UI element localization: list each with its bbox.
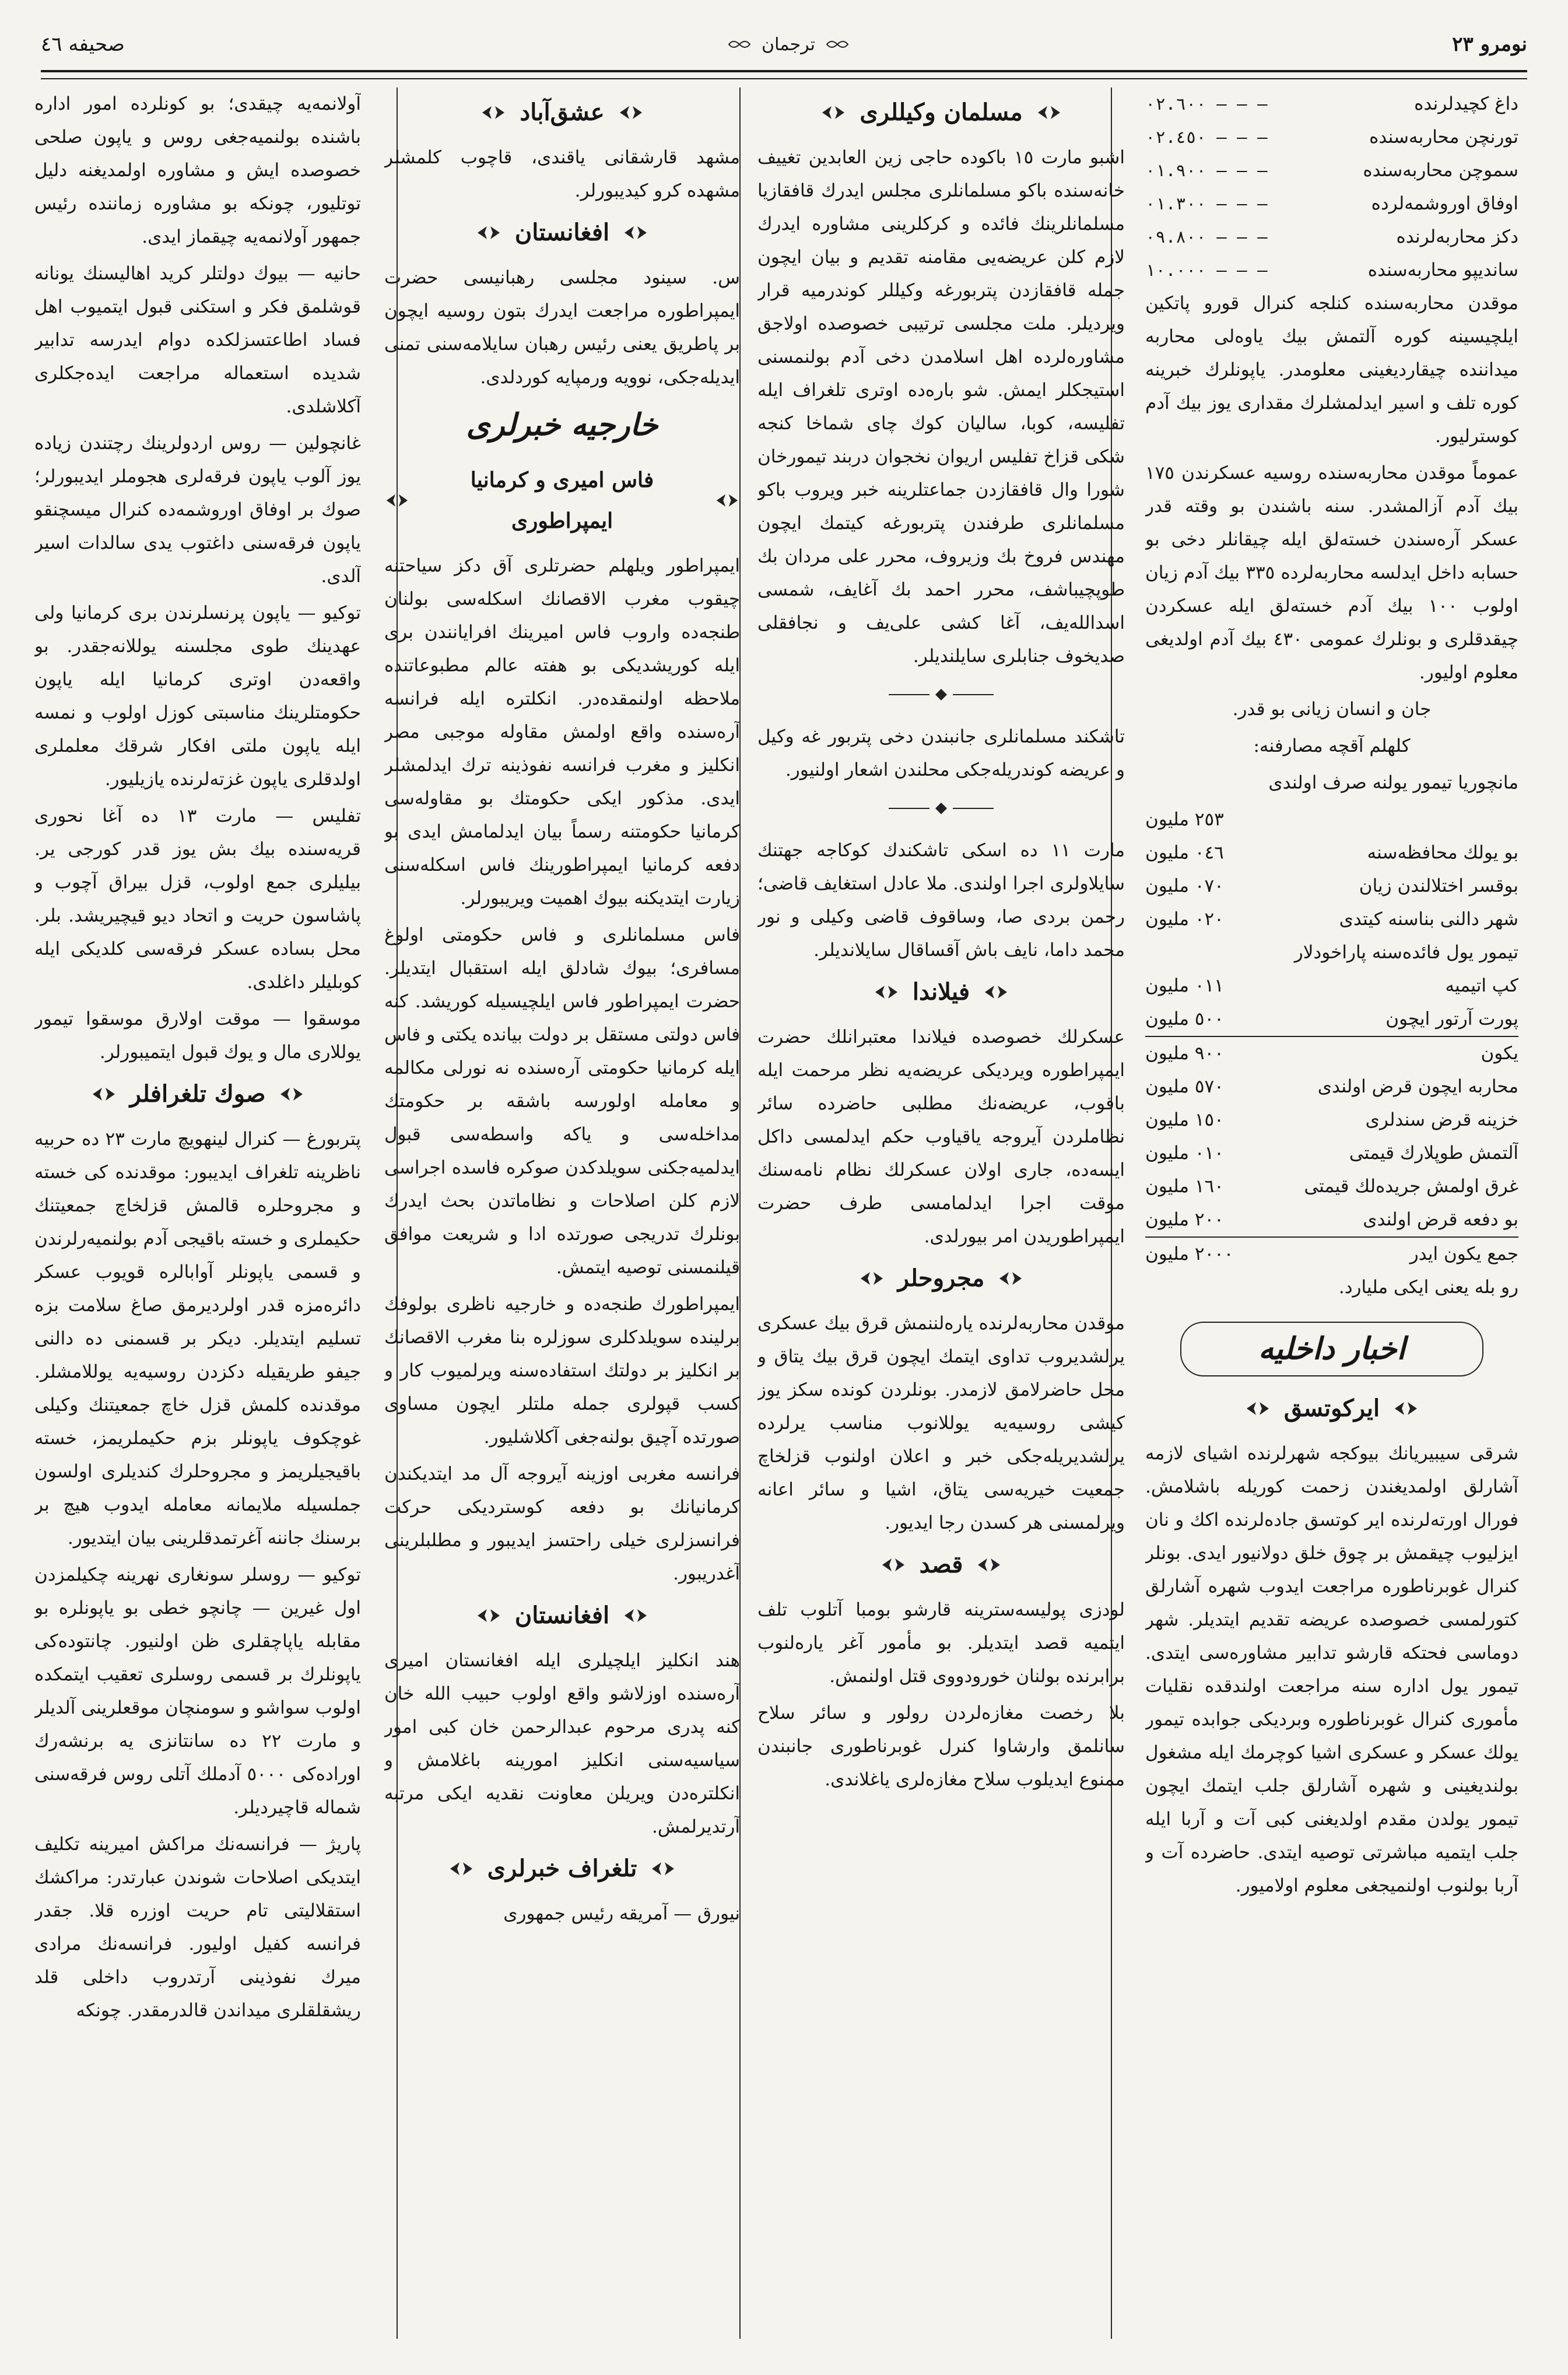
afghanistan-heading: افغانستان: [514, 1602, 610, 1629]
table-row: بوقسر اختلالندن زیان ٠٧٠ ملیون: [1145, 875, 1518, 896]
article-paragraph: پاریژ — فرانسه‌نك مراكش امیرینه تكلیف ایتدیكی اصلاحات شوندن عبارتدر: مراكشك استقلالیتی تام حریت اوزره قلا. جقدر فرانسه كفیل اولیور. فرانسه‌نك مرادی میرك نفوذینی آرتدروب داخلی قلد ریشقلقلری میداندن قالدرمقدر. چونكه: [34, 1834, 361, 2021]
page-number: صحیفه ٤٦: [41, 33, 125, 56]
fleuron-icon: [997, 1270, 1024, 1287]
table-row: اوفاق اوروشمه‌لرده ٠١.٣٠٠ — — —: [1145, 193, 1518, 214]
table-row: غرق اولمش جریده‌لك قیمتی ١٦٠ ملیون: [1145, 1176, 1518, 1197]
article-heading: مجروحلر: [757, 1258, 1125, 1299]
article-heading: صوك تلغرافلر: [34, 1074, 361, 1115]
table-row: شهر دالنی بناسنه كیتدی ٠٢٠ ملیون: [1145, 909, 1518, 930]
fleuron-icon: [278, 1085, 305, 1103]
section-heading: اخبار داخلیه: [1180, 1322, 1483, 1376]
table-row: داغ كچیدلرنده ٠٢.٦٠٠ — — —: [1145, 93, 1518, 114]
fleuron-icon: [475, 224, 502, 241]
article-paragraph: موقدن محاربه‌لرنده یاره‌لننمش قرق بیك عسكری یرلشدیروب تداوی ایتمك ایچون قرق بیك یتاق و محل حاضرلامق لازمدر. بونلردن كونده سكز یوز كیشی روسیه‌یه یوللانوب مناسب یرلرده یرلشدیریله‌جكی خبر و اعلان اولنوب قزلخاچ جمعیت خیریه‌سی یتاق، اشیا و سائر اعانه ویرلمسنی هر كسدن رجا ایدیور.: [757, 1313, 1125, 1533]
fleuron-icon: [622, 1607, 649, 1624]
fleuron-icon: [384, 492, 410, 509]
article-paragraph: س. سینود مجلسی رهبانیسی حضرت ایمپراطوره مراجعت ایدرك بتون روسیه ایچون بر پاطریق یعنی رئیس رهبان سایلامه‌سنی تمنی ایدیله‌جكی، نوویه ورمپایه كوردلدی.: [384, 267, 740, 388]
fleuron-icon: [714, 492, 740, 509]
table-row: تیمور یول فائده‌سنه پاراخودلار: [1294, 942, 1518, 963]
table-row: ساندیپو محاربه‌سنده ١٠.٠٠٠ — — —: [1145, 260, 1518, 281]
fleuron-icon: [622, 224, 649, 241]
article-heading: تلغراف خبرلری: [384, 1848, 740, 1889]
fleuron-icon: [650, 1860, 676, 1877]
article-paragraph: حانیه — بیوك دولتلر كرید اهالیسنك یونانه قوشلمق فكر و استكنی قبول ایتمیوب اهل فساد اطاعتسزلكده دوام ایدرسه تدابیر شدیده استعماله مراجعت ایده‌جكلری آكلاشلدی.: [34, 263, 361, 417]
separator-icon: [883, 687, 999, 702]
ornament-icon: [826, 37, 849, 51]
article-heading: مسلمان وكیللری: [757, 92, 1125, 133]
article-paragraph: تاشكند مسلمانلری جانبندن دخی پتربور غه وكیل و عریضه كوندریله‌جكی محلندن اشعار اولنیور.: [757, 726, 1125, 780]
article-heading: [384, 1595, 740, 1636]
table-row: تورنچن محاربه‌سنده ٠٢.٤٥٠ — — —: [1145, 127, 1518, 148]
table-row: جمع یكون ایدر ٢٠٠٠ ملیون: [1145, 1236, 1518, 1271]
article-paragraph: فرانسه مغربی اوزینه آیروجه آل مد ایتدیكندن كرمانیانك بو دفعه كوستردیكی حركت فرانسزلری خیلی راحتسز ایدیبور و مطلبلرینی آغدریبور.: [384, 1463, 740, 1584]
article-paragraph: شرقی سیبیریانك بیوكجه شهرلرنده اشیای لازمه آشارلق اولمدیغندن زحمت كوریله باشلامش. فورال اورته‌لرنده ایر كوتسق جاده‌لرنده اكك و نان ایزلیوب چیقمش بر چوق خلق دولانیور ایدی. بونلر كنرال غوبرناطوره مراجعت ایدوب شهره آشارلق كتورلمسی خصوصده عریضه تقدیم ایتدیلر. شهر دوماسی فحتكه قارشو تدابیر مشاوره‌سی ایتدی. تیمور یول اداره سنه مراجعت اولندقده نقلیات مأموری كنرال غوبرناطوره وبردیكی جوابده تیمور یولك عسكر و عسكری اشیا كوچرمك ایله مشغول بولندیغینی و شهره آشارلق جلب ایتمك ایچون تیمور یولدن مقدم اولدیغنی كبی آت و آربا ایله جلب ایتمیه مباشرتی توصیه ایتدی. حاضرده آت و آربا بولنوب اولنمیجغی معلوم اولامیور.: [1145, 1443, 1518, 1896]
article-paragraph: جان و انسان زیانی بو قدر.: [1232, 699, 1432, 720]
fleuron-icon: [475, 1607, 502, 1624]
separator-icon: [883, 801, 999, 816]
table-row: بو دفعه قرض اولندی ٢٠٠ ملیون: [1145, 1209, 1518, 1230]
fleuron-icon: [820, 104, 847, 121]
column-2: [757, 87, 1125, 2351]
table-row: محاربه ایچون قرض اولندی ٥٧٠ ملیون: [1145, 1076, 1518, 1097]
article-heading: عشق‌آباد: [384, 92, 740, 133]
masthead-title-block: [728, 34, 849, 55]
table-row: دكز محاربه‌لرنده ٠٩.٨٠٠ — — —: [1145, 226, 1518, 247]
column-1: [1145, 87, 1518, 2351]
money-title: مانچوریا تیمور یولنه صرف اولندی: [1268, 772, 1518, 793]
fleuron-icon: [1392, 1400, 1419, 1417]
fleuron-icon: [983, 983, 1009, 1001]
separator: [757, 794, 1125, 827]
ornament-icon: [728, 37, 751, 51]
table-row: آلتمش طوپلارك قیمتی ٠١٠ ملیون: [1145, 1143, 1518, 1164]
article-heading: افغانستان: [384, 212, 740, 253]
article-paragraph: فاس مسلمانلری و فاس حكومتی اولوغ مسافری؛ بیوك شادلق ایله استقبال ایتدیلر. حضرت ایمپراطور فاس ایلچیسیله كوریشد. كنه فاس دولتی مستقل بر دولت بیانده یكتی و فاس ایله كرمانیا حكومتی آره‌سنده نه نورلی مكالمه و معامله اولورسه باشقه بر حكومتك مداخله‌سی و یاكه واسطه‌سی قبول ایدلمیه‌جكنی سویلدكدن صوكره فاسده اجراسی لازم كلن اصلاحات و نظاماتدن بحث ایدرك بونلرك تدریجی صورتده ادا و شریعت موافق قیلنمسنی توصیه ایتمش.: [384, 924, 740, 1278]
article-heading: فیلاندا: [757, 972, 1125, 1013]
article-paragraph: مارت ١١ ده اسكی تاشكندك كوكاجه جهتنك سایلاولری اجرا اولندی. ملا عادل استغایف قاضی؛ رحمن بردی صا، وساقوف قاضی وكیلی و نور محمد داما، نایف باش آقساقال سایلاندیلر.: [757, 840, 1125, 961]
article-paragraph: تفلیس — مارت ١٣ ده آغا نحوری قریه‌سنده بیك بش یوز قدر كورجی یر. بیلیلری جمع اولوب، قزل بیراق آچوب و پاشاسون حریت و اتحاد دیو قیچیریشد. بلر. محل بساده عسكر فرقه‌سی كلدیكی ایله كوبلیلر داغلدی.: [34, 805, 361, 993]
fleuron-icon: [480, 104, 507, 121]
table-row: سموچن محاربه‌سنده ٠١.٩٠٠ — — —: [1145, 160, 1518, 181]
article-paragraph: موسقوا — موقت اولارق موسقوا تیمور یوللاری مال و یوك قبول ایتمیبورلر.: [34, 1008, 361, 1063]
fleuron-icon: [858, 1270, 885, 1287]
fleuron-icon: [90, 1085, 117, 1103]
article-paragraph: لودزی پولیسه‌سترینه قارشو بومبا آتلوب تلف ایتمیه قصد ایتدیلر. بو مأمور آغر یاره‌لنوب برابرنده بولنان خورودووی قتل اولنمش.: [757, 1599, 1125, 1687]
newspaper-title: ترجمان: [762, 34, 816, 55]
expenses-table: [1145, 803, 1518, 1271]
table-row: پورت آرتور ایچون ٥٠٠ ملیون: [1145, 1008, 1518, 1029]
column-4: [34, 87, 361, 2351]
article-paragraph: نیورق — آمریقه رئیس جمهوری: [503, 1903, 740, 1924]
fleuron-icon: [448, 1860, 475, 1877]
fleuron-icon: [618, 104, 644, 121]
article-paragraph: توكیو — روسلر سونغاری نهرینه چكیلمزدن اول غیرین — چانچو خطی بو یاپونلره بو مقابله یاپاچقلری ظن اولنیور. چانتوده‌كی یاپونلرك بر قسمی روسلری تعقیب ایتمكده اولوب سواشو و سومنچان موقعلرینی آلدیلر و مارت ٢٢ ده سانتانزی یه برنشه‌رك اوراده‌كی ٥٠٠٠ آدملك آتلی روس فرقه‌سنی شماله قاچیردیلر.: [34, 1564, 361, 1818]
article-heading: فاس امیری و كرمانیا ایمپراطوری: [384, 460, 740, 541]
section-heading: خارجیه خبرلری: [466, 407, 658, 443]
table-row: بو یولك محافظه‌سنه ٠٤٦ ملیون: [1145, 842, 1518, 863]
issue-number: نومرو ٢٣: [1452, 33, 1527, 56]
article-paragraph: غانچولین — روس اردولرینك رچتندن زیاده یوز آلوب یاپون فرقه‌لری هجوملر ایدیبورلر؛ صوك بر اوفاق اوروشمه‌ده كنرال میسچنقو یاپون فرقه‌سنی داغتوب یدی سالدات اسیر آلدی.: [34, 433, 361, 587]
fleuron-icon: [880, 1556, 907, 1574]
article-paragraph: موقدن محاربه‌سنده كنلجه كنرال قورو پاتكین ایلچیسینه كوره آلتمش بیك یاوه‌لی محاربه میداننده چیقاردیغینی معلومدر. یاپونلرك خبرینه كوره تلف و اسیر ایدلمشلرك مقداری یوز بیك آدم كوسترلیور.: [1145, 293, 1518, 447]
article-heading: قصد: [757, 1544, 1125, 1585]
separator: [757, 680, 1125, 713]
article-heading: ایركوتسق: [1145, 1388, 1518, 1429]
column-3: [384, 87, 740, 2351]
table-row: خزینه قرض سندلری ١٥٠ ملیون: [1145, 1109, 1518, 1130]
article-paragraph: عسكرلك خصوصده فیلاندا معتبرانلك حضرت ایمپراطوره ویردیكی عریضه‌یه نظر مرحمت ایله باقوب، عریضه‌نك مطلبی حاضرده سائر نظاملردن آیروجه یاقیاوب حكم ایدلمسی داكل ایسه‌ده، جاری اولان عسكرلك نظام نامه‌سنك موقت اجرا ایدلمامسی طرف حضرت ایمپراطوریدن امر بیورلدی.: [757, 1027, 1125, 1247]
fleuron-icon: [976, 1556, 1002, 1574]
header-rule: [41, 70, 1527, 79]
article-paragraph: توكیو — یاپون پرنسلرندن بری كرمانیا ولی عهدینك طوی مجلسنه یوللانه‌جقدر. بو واقعه‌دن اوتری كرمانیا ایله یاپون حكومتلرینك مناسبتی كوزل اولوب و نمسه ایله یاپون ملتی افكار شرقك معلملری اولدقلری یاپون غزته‌لرنده یازیلیور.: [34, 602, 361, 790]
fleuron-icon: [873, 983, 900, 1001]
article-paragraph: پتربورغ — كنرال لینهویچ مارت ٢٣ ده حربیه ناظرینه تلغراف ایدیبور: موقدنده كی خسته و مجروحلره قالمش قزلخاچ جمعیتنك حكیملری و خسته باقیجی آدم بولنمیه‌رلرندن و قسمی یاپونلر آوابالره قویوب عسكر دائره‌مزه قدر اولردیرمق صاغ سلامت بزه تسلیم ایتدیلر. دیكر بر قسمنی ده دالنی جیفو طریقیله دكزدن روسیه‌یه یوللامشلر. موقدنده كلمش قزل خاچ جمعیتنك وكیلی غوچكوف یاپونلر بزم حكیملریمز، خسته باقیجیلریمز و مجروحلرك كندیلری اولسون جملسیله ملایمانه معامله ایدوب هیچ بر برسنك جاننه آغرتمدقلرینی بیان ایتدیور.: [34, 1129, 361, 1549]
article-paragraph: ایمپراطورك طنجه‌ده و خارجیه ناظری بولوفك برلینده سویلدكلری سوزلره بنا مغرب الاقصانك بر انكلیز بر دولتك استفاده‌سنه ویرلمیوب كار و كسب قپولری جمله ملتلر ایچون مساوی صورتده آچیق بولنه‌جغی آكلاشلیور.: [384, 1294, 740, 1448]
article-paragraph: ایمپراطور ویلهلم حضرتلری آق دكز سیاحتنه چیقوب مغرب الاقصانك اسكله‌سی بولنان طنجه‌ده واروب فاس امیرینك افرایانندن بری ایله كوریشدیكی بو هفته عالم مطبوعاتنده ملاحظه اولنمقده‌در. انكلتره ایله فرانسه آره‌سنده واقع اولمش مقاوله موجبی مصر انكلیز و مغرب فرانسه نفوذینه ترك ایدلمشلر ایدی. مذكور ایكی حكومتك بو مقاوله‌سی كرمانیا حكومتنه رسماً بیان ایدلمامش ایدی بو دفعه كرمانیا ایمپراطورینك فاس اسكله‌سنی زیارت ایتدیكنه بیوك اهمیت ویریبورلر.: [384, 555, 740, 909]
article-paragraph: بلا رخصت مغازه‌لردن رولور و سائر سلاح سانلمق وارشاوا كنرل غوبرناطوری جانبندن ممنوع ایدیلوب سلاح مغازه‌لری یاغلاندی.: [757, 1703, 1125, 1790]
article-paragraph: رو بله یعنی ایكی ملیارد.: [1338, 1277, 1518, 1298]
article-paragraph: مشهد قارشقانی یاقندی، قاچوب كلمشلر مشهده كرو كیدیبورلر.: [384, 147, 740, 201]
article-paragraph: كلهلم آقچه مصارفنه:: [1253, 735, 1411, 756]
fleuron-icon: [1244, 1400, 1271, 1417]
table-row: كپ اتیمیه ٠١١ ملیون: [1145, 975, 1518, 996]
article-paragraph: عموماً موقدن محاربه‌سنده روسیه عسكرندن ١٧٥ بیك آدم آزالمشدر. سنه باشندن بو وقته قدر عسكر آره‌سندن خسته‌لق ایله چیقانلر دخی بو حسابه داخل ایدلسه محاربه‌لرده ٣٣٥ بیك آدم زیان اولوب ١٠٠ بیك آدم خسته‌لق ایله عسكردن چیقدقلری و بونلرك عمومی ٤٣٠ بیك آدم اولدیغی معلوم اولیور.: [1145, 463, 1518, 683]
article-paragraph: اشبو مارت ١٥ باكوده حاجی زین العابدین تغییف خانه‌سنده باكو مسلمانلری مجلس ایدرك قافقازیا مسلمانلرینك فائده و كركلرینی مشاوره ایدرك لازم كلن عریضه‌یی مقامنه تقدیم و بیان ایچون جمله قافقازدن پتربورغه وكیللر كوندرمیه قرار ویردیلر. ملت مجلسی ترتیبی خصوصده اولاجق مشاوره‌لرده اهل اسلامدن دخی آدم بولنمسنی استیجكلر ایمش. شو باره‌ده اوتری تلغراف ایله تفلیسه، كوبا، سالیان كوك چای شماخا كنجه شكی قزاخ تفلیس اریوان نخجوان دربند تیمورخان شورا وال قافقازدن جماعتلرینه خبر ویروب باكو مسلمانلری طرفندن پتربورغه كیتمك ایچون مهندس فروخ بك وزیروف، محرر علی مردان بك طوپچیباشف، محرر احمد بك آغایف، شمسی اسدالله‌یف، آغا كشی علی‌یف و نجافقلی صدیخوف جنابلری سایلندیلر.: [757, 147, 1125, 667]
masthead: [41, 21, 1527, 68]
article-paragraph: هند انكلیز ایلچیلری ایله افغانستان امیری آره‌سنده اوزلاشو واقع اولوب حبیب الله خان كنه پدری مرحوم عبدالرحمن خان كبی امور سیاسیه‌سنی انكلیز امورینه باغلامش و انكلتره‌دن ویریلن معاونت نقدیه ایكی مرتبه آرتدیرلمش.: [384, 1650, 740, 1837]
table-row: یكون ٩٠٠ ملیون: [1145, 1036, 1518, 1070]
losses-table: [1145, 87, 1518, 287]
article-paragraph: آولانمه‌یه چیقدی؛ بو كونلرده امور اداره باشنده بولنمیه‌جغی روس و یاپون صلحی خصوصده ایش و مشاوره اولمدیغنه دلیل توتلیور، چونكه بو مشاوره زماننده رئیس جمهور آولانمه‌یه چیقماز ایدی.: [34, 93, 361, 247]
table-row: ٢٥٣ ملیون: [1145, 809, 1224, 830]
fleuron-icon: [1036, 104, 1062, 121]
